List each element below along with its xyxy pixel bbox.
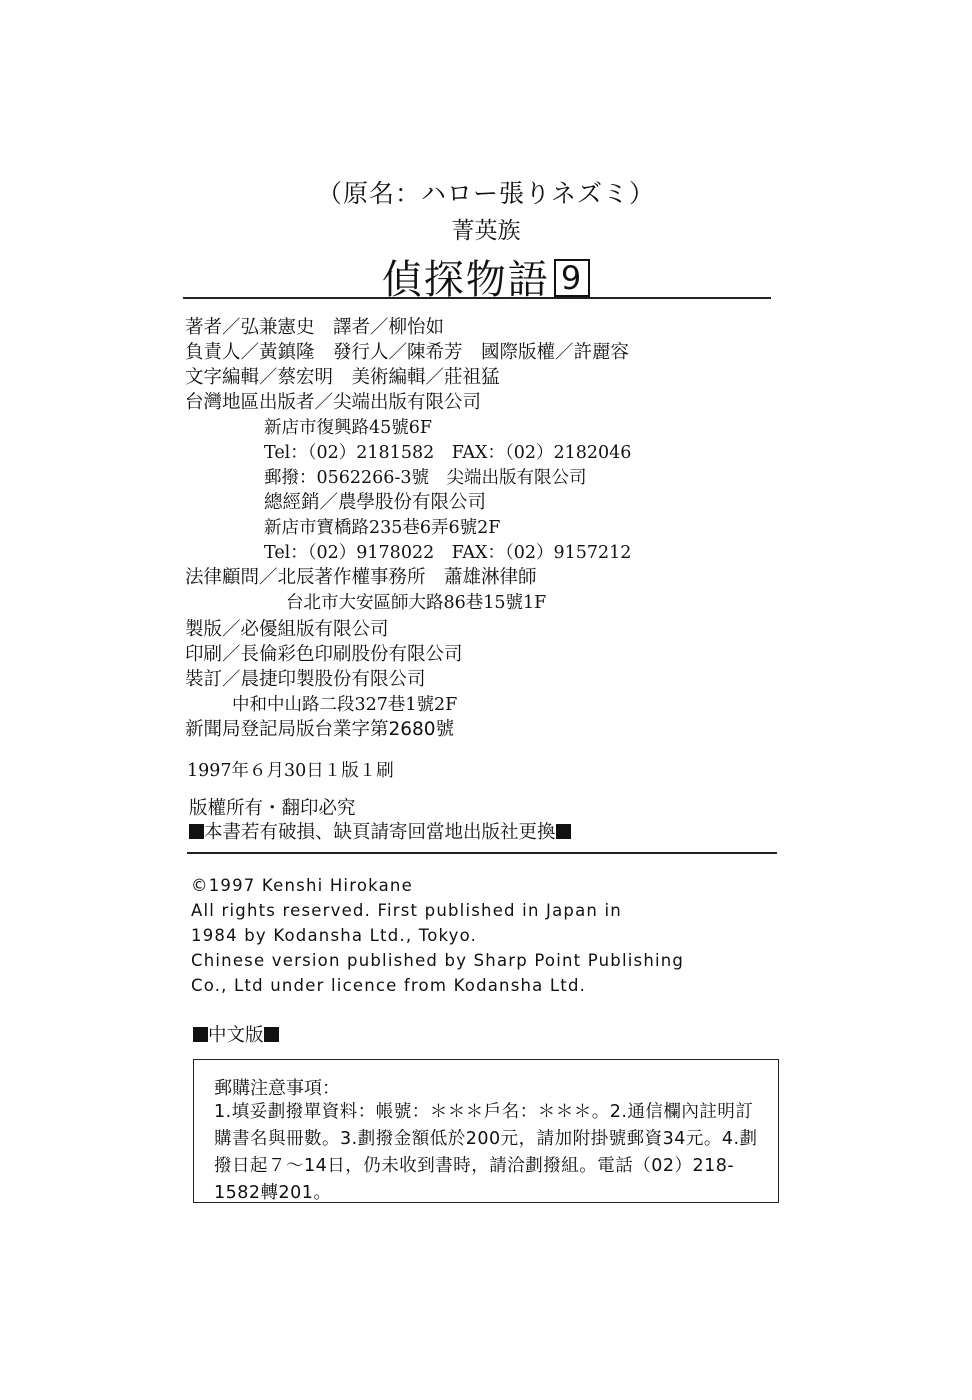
credit-author-translator: 著者／弘兼憲史 譯者／柳怡如 <box>185 317 445 338</box>
distributor-address: 新店市寶橋路235巷6弄6號2F <box>264 518 501 538</box>
credit-publisher: 台灣地區出版者／尖端出版有限公司 <box>185 392 482 413</box>
binding-address: 中和中山路二段327巷1號2F <box>232 695 458 715</box>
divider-top <box>183 297 771 299</box>
damage-notice-text: 本書若有破損、缺頁請寄回當地出版社更換 <box>204 822 556 843</box>
credit-plate-making: 製版／必優組版有限公司 <box>185 619 389 640</box>
publisher-line: 1984 by Kodansha Ltd., Tokyo. <box>191 926 478 945</box>
publisher-postal-account: 郵撥：0562266-3號 尖端出版有限公司 <box>264 468 587 488</box>
legal-address: 台北市大安區師大路86巷15號1F <box>286 593 547 613</box>
distributor-tel-fax: Tel：（02）9178022 FAX：（02）9157212 <box>264 543 632 563</box>
credit-legal-advisor: 法律顧問／北辰著作權事務所 蕭雄淋律師 <box>185 567 537 588</box>
english-copyright <box>191 873 711 998</box>
credit-editors: 文字編輯／蔡宏明 美術編輯／莊祖猛 <box>185 367 500 388</box>
publisher-address: 新店市復興路45號6F <box>264 418 433 438</box>
square-bullet-icon <box>264 1027 279 1042</box>
chinese-edition-label <box>193 1024 279 1048</box>
rights-line: All rights reserved. First published in Japan in <box>191 901 622 920</box>
publisher-tel-fax: Tel：（02）2181582 FAX：（02）2182046 <box>264 443 632 463</box>
licence-line: Co., Ltd under licence from Kodansha Ltd. <box>191 976 587 995</box>
square-bullet-icon <box>189 824 204 839</box>
registration-number: 新聞局登記局版台業字第2680號 <box>185 719 455 740</box>
square-bullet-icon <box>193 1027 208 1042</box>
edition-date: 1997年６月30日１版１刷 <box>187 761 394 781</box>
divider-middle <box>187 852 777 854</box>
damage-notice <box>189 821 571 845</box>
credit-responsible-publisher-rights: 負責人／黃鎮隆 發行人／陳希芳 國際版權／許麗容 <box>185 342 630 363</box>
square-bullet-icon <box>556 824 571 839</box>
rights-statement: 版權所有・翻印必究 <box>189 798 356 819</box>
credit-printing: 印刷／長倫彩色印刷股份有限公司 <box>185 644 463 665</box>
chinese-version-line: Chinese version published by Sharp Point Publishing <box>191 951 685 970</box>
mail-order-body: 1.填妥劃撥單資料：帳號：＊＊＊戶名：＊＊＊。2.通信欄內註明訂購書名與冊數。3.劃撥金額低於200元，請加附掛號郵資34元。4.劃撥日起７～14日，仍未收到書時，請洽劃撥組。電話（02）218-1582轉201。 <box>214 1102 758 1203</box>
original-title: （原名：ハロー張りネズミ） <box>316 179 655 208</box>
chinese-edition-text: 中文版 <box>208 1025 264 1046</box>
book-title-text: 偵探物語 <box>381 257 550 303</box>
credit-binding: 裝訂／晨捷印製股份有限公司 <box>185 669 426 690</box>
volume-number: 9 <box>554 259 590 297</box>
credit-distributor: 總經銷／農學股份有限公司 <box>264 492 487 513</box>
mail-order-title: 郵購注意事項： <box>214 1078 340 1099</box>
series-title: 菁英族 <box>451 218 521 244</box>
copyright-line: ©1997 Kenshi Hirokane <box>191 876 413 895</box>
mail-order-notice-box <box>193 1059 779 1203</box>
